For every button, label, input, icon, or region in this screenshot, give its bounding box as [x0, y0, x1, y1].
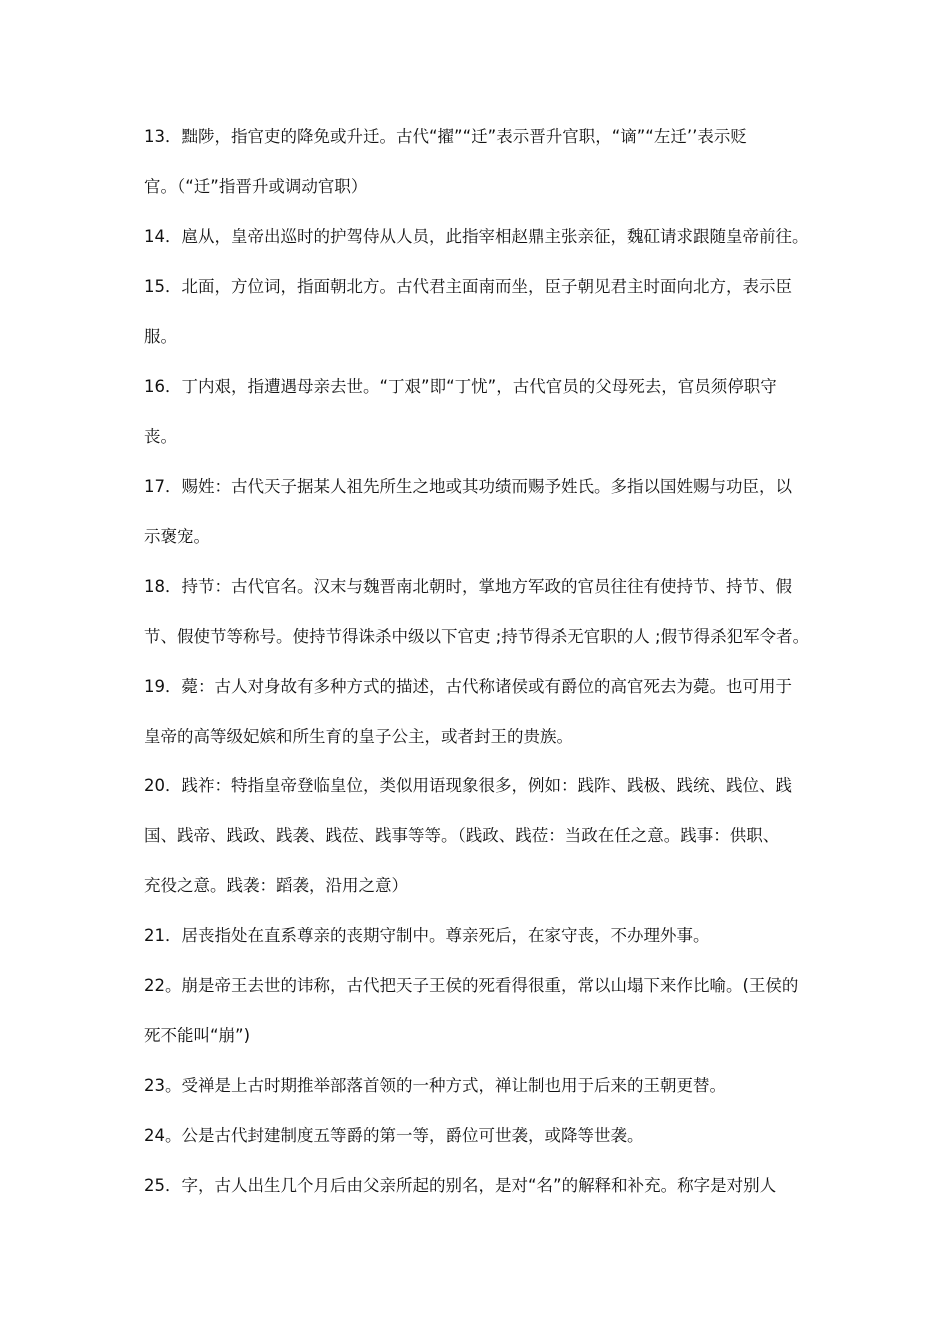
text-line: 23。受禅是上古时期推举部落首领的一种方式，禅让制也用于后来的王朝更替。: [144, 1076, 726, 1095]
text-line: 示褒宠。: [144, 527, 210, 546]
text-line: 节、假使节等称号。使持节得诛杀中级以下官吏 ;持节得杀无官职的人 ;假节得杀犯军令者。: [144, 627, 810, 646]
text-line: 21．居丧指处在直系尊亲的丧期守制中。尊亲死后，在家守丧，不办理外事。: [144, 926, 710, 945]
text-line: 充役之意。践袭：蹈袭，沿用之意）: [144, 876, 408, 895]
text-line: 19．薨：古人对身故有多种方式的描述，古代称诸侯或有爵位的高官死去为薨。也可用于: [144, 677, 792, 696]
text-line: 服。: [144, 327, 177, 346]
text-line: 13．黜陟，指官吏的降免或升迁。古代“擢”“迁”表示晋升官职，“谪”“左迁’’表示贬: [144, 127, 747, 146]
text-line: 皇帝的高等级妃嫔和所生育的皇子公主，或者封王的贵族。: [144, 727, 573, 746]
text-line: 16．丁内艰，指遭遇母亲去世。“丁艰”即“丁忧”，古代官员的父母死去，官员须停职守: [144, 377, 777, 396]
text-line: 国、践帝、践政、践袭、践莅、践事等等。（践政、践莅：当政在任之意。践事：供职、: [144, 826, 780, 845]
text-line: 18．持节：古代官名。汉末与魏晋南北朝时，掌地方军政的官员往往有使持节、持节、假: [144, 577, 792, 596]
text-line: 17．赐姓：古代天子据某人祖先所生之地或其功绩而赐予姓氏。多指以国姓赐与功臣，以: [144, 477, 792, 496]
text-line: 死不能叫“崩”): [144, 1026, 251, 1045]
text-line: 14．扈从，皇帝出巡时的护驾侍从人员，此指宰相赵鼎主张亲征，魏矼请求跟随皇帝前往。: [144, 227, 809, 246]
text-line: 25．字，古人出生几个月后由父亲所起的别名，是对“名”的解释和补充。称字是对别人: [144, 1176, 777, 1195]
text-line: 官。（“迁”指晋升或调动官职）: [144, 177, 368, 196]
text-line: 24。公是古代封建制度五等爵的第一等，爵位可世袭，或降等世袭。: [144, 1126, 644, 1145]
text-line: 22。崩是帝王去世的讳称，古代把天子王侯的死看得很重，常以山塌下来作比喻。(王侯的: [144, 976, 799, 995]
text-line: 20．践祚：特指皇帝登临皇位，类似用语现象很多，例如：践阼、践极、践统、践位、践: [144, 776, 792, 795]
text-line: 15．北面，方位词，指面朝北方。古代君主面南而坐，臣子朝见君主时面向北方，表示臣: [144, 277, 792, 296]
text-line: 丧。: [144, 427, 177, 446]
